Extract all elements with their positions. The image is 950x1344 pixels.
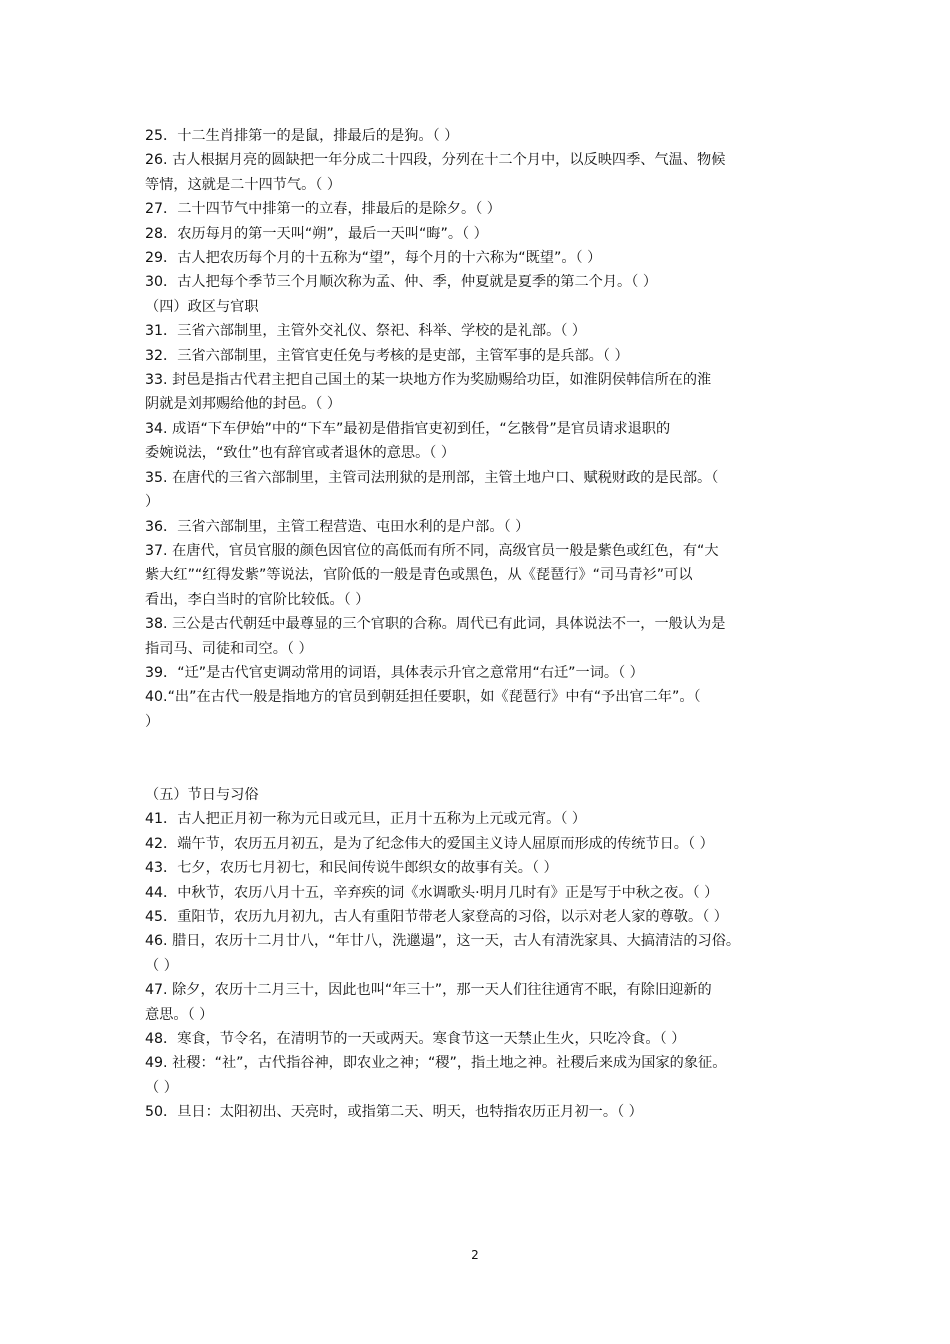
question-line: 阴就是刘邦赐给他的封邑。（ ） <box>145 396 342 413</box>
question-item <box>145 466 813 515</box>
question-line: 29．古人把农历每个月的十五称为“望”，每个月的十六称为“既望”。（ ） <box>145 250 602 267</box>
heading-text: （五）节日与习俗 <box>145 786 259 803</box>
question-line: 32．三省六部制里，主管官吏任免与考核的是吏部，主管军事的是兵部。（ ） <box>145 347 629 364</box>
question-line: 43．七夕，农历七月初七，和民间传说牛郎织女的故事有关。（ ） <box>145 860 558 877</box>
question-item <box>145 1051 813 1100</box>
question-line: 35. 在唐代的三省六部制里，主管司法刑狱的是刑部，主管土地户口、赋税财政的是民部。（ <box>145 469 719 486</box>
question-line: 38. 三公是古代朝廷中最尊显的三个官职的合称。周代已有此词，具体说法不一，一般认为是 <box>145 616 726 633</box>
section-gap <box>145 734 813 783</box>
question-item <box>145 270 813 294</box>
question-line: 41．古人把正月初一称为元日或元旦，正月十五称为上元或元宵。（ ） <box>145 811 587 828</box>
question-line: 26. 古人根据月亮的圆缺把一年分成二十四段，分列在十二个月中，以反映四季、气温、物候 <box>145 152 726 169</box>
question-line: 48．寒食，节令名，在清明节的一天或两天。寒食节这一天禁止生火，只吃冷食。（ ） <box>145 1031 686 1048</box>
question-line: 36．三省六部制里，主管工程营造、屯田水利的是户部。（ ） <box>145 518 530 535</box>
question-line: 看出，李白当时的官阶比较低。（ ） <box>145 591 370 608</box>
heading-text: （四）政区与官职 <box>145 298 259 315</box>
question-line: （ ） <box>145 957 178 974</box>
question-item <box>145 344 813 368</box>
question-line: ） <box>145 494 160 511</box>
question-item <box>145 905 813 929</box>
question-item <box>145 685 813 734</box>
question-line: 31．三省六部制里，主管外交礼仪、祭祀、科举、学校的是礼部。（ ） <box>145 323 587 340</box>
page-number: 2 <box>471 1248 479 1262</box>
question-item <box>145 881 813 905</box>
question-item <box>145 148 813 197</box>
question-item <box>145 929 813 978</box>
question-item <box>145 1100 813 1124</box>
question-item <box>145 124 813 148</box>
question-item <box>145 832 813 856</box>
question-item <box>145 515 813 539</box>
question-item <box>145 197 813 221</box>
question-item <box>145 661 813 685</box>
section-heading <box>145 295 813 319</box>
question-line: 50．旦日：太阳初出、天亮时，或指第二天、明天，也特指农历正月初一。（ ） <box>145 1104 643 1121</box>
question-item <box>145 539 813 612</box>
question-item <box>145 807 813 831</box>
question-item <box>145 417 813 466</box>
question-line: 49. 社稷：“社”，古代指谷神，即农业之神；“稷”，指土地之神。社稷后来成为国家的象征。 <box>145 1055 727 1072</box>
question-line: 34. 成语“下车伊始”中的“下车”最初是借指官吏初到任，“乞骸骨”是官员请求退职的 <box>145 420 671 437</box>
question-line: 委婉说法，“致仕”也有辞官或者退休的意思。（ ） <box>145 445 456 462</box>
question-line: 45．重阳节，农历九月初九，古人有重阳节带老人家登高的习俗，以示对老人家的尊敬。（ ） <box>145 908 728 925</box>
question-line: 27．二十四节气中排第一的立春，排最后的是除夕。（ ） <box>145 201 501 218</box>
question-line: 28．农历每月的第一天叫“朔”，最后一天叫“晦”。（ ） <box>145 225 488 242</box>
question-line: 紫大红”“红得发紫”等说法，官阶低的一般是青色或黑色，从《琵琶行》“司马青衫”可以 <box>145 567 693 584</box>
question-line: 指司马、司徒和司空。（ ） <box>145 640 313 657</box>
question-line: 39．“迁”是古代官吏调动常用的词语，具体表示升官之意常用“右迁”一词。（ ） <box>145 664 644 681</box>
question-line: 25．十二生肖排第一的是鼠，排最后的是狗。（ ） <box>145 128 459 144</box>
question-line: 等情，这就是二十四节气。（ ） <box>145 176 342 193</box>
section-heading <box>145 783 813 807</box>
question-line: 30．古人把每个季节三个月顺次称为孟、仲、季，仲夏就是夏季的第二个月。（ ） <box>145 274 658 291</box>
question-line: 44．中秋节，农历八月十五，辛弃疾的词《水调歌头·明月几时有》正是写于中秋之夜。（ ） <box>145 884 719 901</box>
question-line: 33. 封邑是指古代君主把自己国土的某一块地方作为奖励赐给功臣，如淮阴侯韩信所在的淮 <box>145 372 712 389</box>
question-line: 42．端午节，农历五月初五，是为了纪念伟大的爱国主义诗人屈原而形成的传统节日。（ ） <box>145 835 714 852</box>
question-line: 37. 在唐代，官员官服的颜色因官位的高低而有所不同，高级官员一般是紫色或红色，有“大 <box>145 542 719 559</box>
question-line: （ ） <box>145 1079 178 1096</box>
question-line: ） <box>145 713 160 730</box>
question-line: 意思。（ ） <box>145 1006 214 1023</box>
question-line: 47. 除夕，农历十二月三十，因此也叫“年三十”，那一天人们往往通宵不眠，有除旧迎新的 <box>145 982 712 999</box>
question-line: 40.“出”在古代一般是指地方的官员到朝廷担任要职，如《琵琶行》中有“予出官二年”。（ <box>145 689 701 706</box>
question-item <box>145 319 813 343</box>
question-item <box>145 222 813 246</box>
question-item <box>145 978 813 1027</box>
question-list <box>145 124 813 1125</box>
question-item <box>145 368 813 417</box>
question-line: 46. 腊日，农历十二月廿八，“年廿八，洗邋遢”，这一天，古人有清洗家具、大搞清洁的习俗。 <box>145 933 741 950</box>
question-item <box>145 856 813 880</box>
question-item <box>145 246 813 270</box>
question-item <box>145 1027 813 1051</box>
question-item <box>145 612 813 661</box>
